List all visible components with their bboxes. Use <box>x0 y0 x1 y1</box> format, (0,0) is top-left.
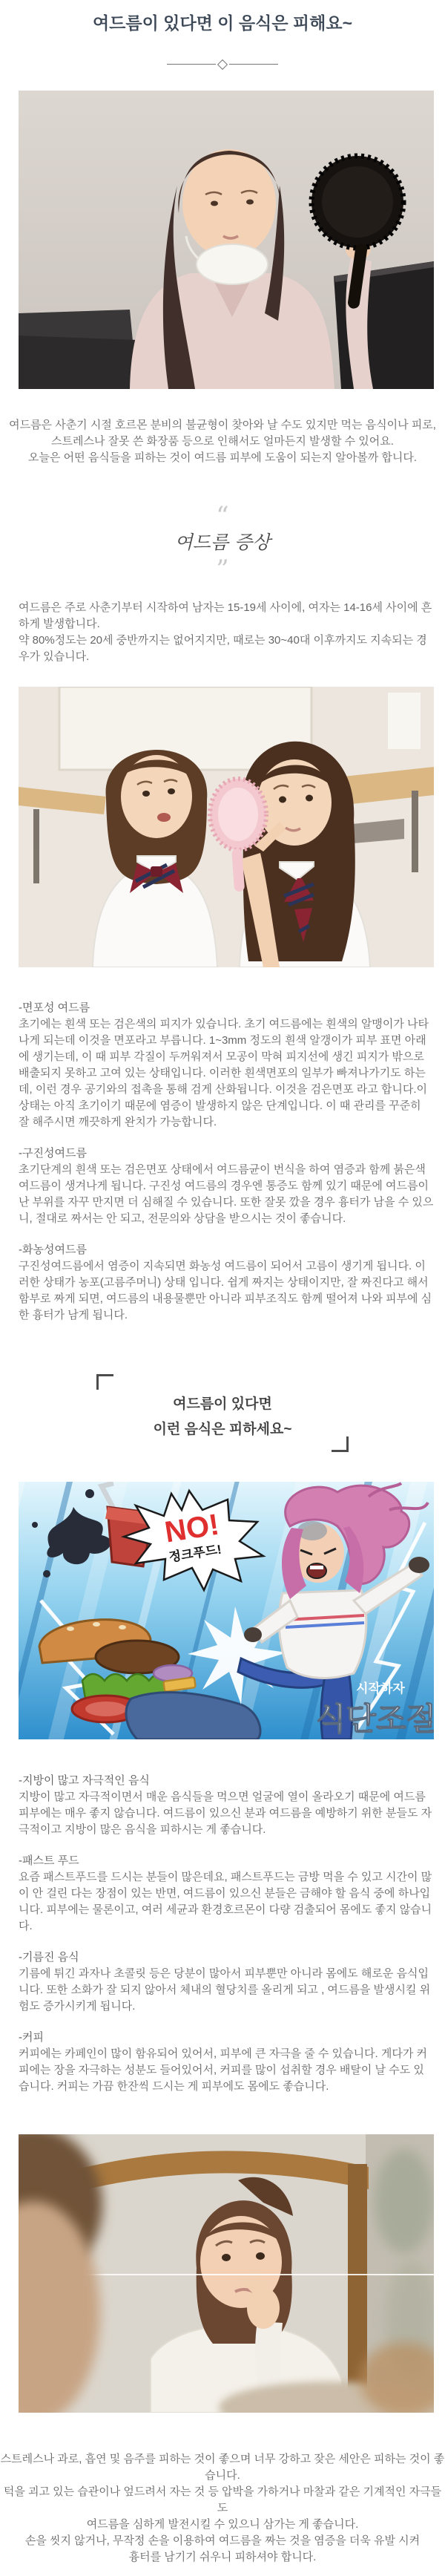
photo-woman-hand-mirror-image <box>19 91 434 389</box>
foods-header-line: 이런 음식은 피하세요~ <box>153 1422 292 1437</box>
photo-two-students <box>19 687 434 967</box>
quote-block <box>0 501 445 584</box>
foods-header-line: 여드름이 있다면 <box>173 1396 272 1412</box>
food-body: 기름에 튀긴 과자나 초콜릿 등은 당분이 많아서 피부뿐만 아니라 몸에도 해로운 음식입니다. 또한 소화가 잘 되지 않아서 체내의 혈당치를 올리게 되고 , 여드름을 발생시킬 위험도 증가시키게 됩니다. <box>19 1967 431 2013</box>
divider-line <box>229 64 278 65</box>
foods-section-header <box>89 1374 356 1452</box>
food-body: 지방이 많고 자극적이면서 매운 음식들을 먹으면 얼굴에 열이 올라오기 때문에 여드름 피부에는 매우 좋지 않습니다. 여드름이 있으신 분과 여드름을 예방하기 위한 분들도 자극적이고 지방이 많은 음식을 피하시는 게 좋습니다. <box>19 1791 432 1836</box>
foods-to-avoid <box>19 1773 434 2095</box>
outro-line: 여드름을 심하게 발전시킬 수 있으니 삼가는 게 좋습니다. <box>86 2518 359 2531</box>
outro-line: 흉터를 남기기 쉬우니 피하셔야 합니다. <box>128 2551 317 2563</box>
photo-mirror-pinch-image <box>19 2134 434 2413</box>
corner-bracket-top-left-icon <box>96 1374 113 1390</box>
intro-line: 스트레스나 잘못 쓴 화장품 등으로 인해서도 얼마든지 발생할 수 있어요. <box>51 435 394 448</box>
acne-type-body: 구진성여드름에서 염증이 지속되면 화농성 여드름이 되어서 고름이 생기게 됩니다. 이러한 상태가 농포(고름주머니) 상태 입니다. 쉽게 짜지는 상태이지만, 잘 짜진다고 해서 함부로 짜게 되면, 여드름의 내용물뿐만 아니라 피부조직도 함께 떨어져 나와 피부에 심한 흉터가 남게 됩니다. <box>19 1260 432 1321</box>
symptoms-intro-line: 약 80%정도는 20세 중반까지는 없어지지만, 때로는 30~40대 이후까지도 지속되는 경우가 있습니다. <box>19 634 427 663</box>
photo-mirror-pinch <box>19 2134 434 2413</box>
outro-line: 턱을 괴고 있는 습관이나 엎드려서 자는 것 등 압박을 가하거나 마찰과 같은 기계적인 자극들도 <box>3 2485 442 2514</box>
intro-line: 오늘은 어떤 음식들을 피하는 것이 여드름 피부에 도움이 되는지 알아볼까 합니다. <box>27 451 417 464</box>
acne-types <box>19 1000 434 1324</box>
quote-text: 여드름 증상 <box>174 532 271 553</box>
open-quote-icon: “ <box>216 501 229 531</box>
bubble-no-text: NO! <box>162 1508 222 1549</box>
food-heading: -커피 <box>19 2031 44 2044</box>
acne-type-block <box>19 1242 434 1324</box>
intro-paragraph <box>0 417 445 466</box>
symptoms-intro-line: 여드름은 주로 사춘기부터 시작하여 남자는 15-19세 사이에, 여자는 14-16세 사이에 흔하게 발생합니다. <box>19 601 432 630</box>
food-block <box>19 1853 434 1935</box>
symptoms-intro <box>19 600 434 665</box>
post-title: 여드름이 있다면 이 음식은 피해요~ <box>92 13 353 33</box>
close-quote-icon: ” <box>216 555 229 584</box>
outro-paragraph <box>0 2451 445 2576</box>
bubble-junkfood-text: 정크푸드! <box>168 1542 222 1565</box>
acne-type-body: 초기에는 흰색 또는 검은색의 피지가 있습니다. 초기 여드름에는 흰색의 알맹이가 나타나게 되는데 이것을 면포라고 부릅니다. 1~3mm 정도의 흰색 알갱이가 피부 표면 아래에 생기는데, 이 때 피부 각질이 두꺼워져서 모공이 막혀 피지선에 생긴 피지가 밖으로 배출되지 못하고 고여 있는 상태입니다. 이러한 흰색면포의 일부가 빠져나가기도 하는데, 이런 경우 공기와의 접촉을 통해 검게 산화됩니다. 이것을 검은면포 라고 합니다.이 상태는 아직 초기이기 때문에 염증이 발생하지 않은 단계입니다. 이 때 관리를 꾸준히 잘 해주시면 깨끗하게 완치가 가능합니다. <box>19 1018 429 1128</box>
food-body: 요즘 패스트푸드를 드시는 분들이 많은데요, 패스트푸드는 금방 먹을 수 있고 시간이 많이 안 걸린 다는 장점이 있는 반면, 여드름이 있으신 분들은 금해야 할 음식 중에 하나입니다. 피부에는 물론이고, 여러 세균과 환경호르몬이 다량 검출되어 몸에도 좋지 않습니다. <box>19 1871 432 1932</box>
food-body: 커피에는 카페인이 많이 함유되어 있어서, 피부에 큰 자극을 줄 수 있습니다. 게다가 커피에는 장을 자극하는 성분도 들어있어서, 커피를 많이 섭취할 경우 배탈이 날 수도 있습니다. 커피는 가끔 한잔씩 드시는 게 피부에도 몸에도 좋습니다. <box>19 2047 428 2093</box>
divider <box>167 59 278 69</box>
food-heading: -기름진 음식 <box>19 1951 79 1964</box>
food-block <box>19 1949 434 2015</box>
food-heading: -패스트 푸드 <box>19 1854 79 1867</box>
cartoon-caption-small: 시작하자 <box>356 1681 405 1696</box>
acne-type-block <box>19 1145 434 1227</box>
food-block <box>19 2030 434 2095</box>
acne-type-heading: -구진성여드름 <box>19 1147 87 1160</box>
acne-type-block <box>19 1000 434 1131</box>
acne-type-heading: -면포성 여드름 <box>19 1001 90 1014</box>
acne-type-body: 초기단계의 흰색 또는 검은면포 상태에서 여드름균이 번식을 하여 염증과 함께 붉은색 여드름이 생겨나게 됩니다. 구진성 여드름의 경우엔 통증도 함께 있기 때문에 여드름이 난 부위를 자꾸 만지면 더 심해질 수 있습니다. 또한 잘못 깠을 경우 흉터가 남을 수 있으니, 절대로 짜서는 안 되고, 전문의와 상담을 받으시는 것이 좋습니다. <box>19 1163 434 1225</box>
cartoon-caption-large: 식단조절 <box>315 1701 434 1736</box>
acne-type-heading: -화농성여드름 <box>19 1243 87 1256</box>
photo-two-students-image <box>19 687 434 967</box>
divider-line <box>167 64 216 65</box>
divider-diamond-icon <box>217 59 228 69</box>
outro-line: 손을 씻지 않거나, 무작정 손을 이용하여 여드름을 짜는 것을 염증을 더욱 유발 시켜 <box>24 2534 421 2547</box>
food-block <box>19 1773 434 1838</box>
food-heading: -지방이 많고 자극적인 음식 <box>19 1774 150 1787</box>
photo-woman-hand-mirror <box>19 91 434 389</box>
cartoon-illustration <box>19 1482 434 1743</box>
cartoon-junkfood-kick-image <box>19 1482 434 1739</box>
outro-line: 스트레스나 과로, 흡연 및 음주를 피하는 것이 좋으며 너무 강하고 잦은 세안은 피하는 것이 좋습니다. <box>0 2453 445 2482</box>
intro-line: 여드름은 사춘기 시절 호르몬 분비의 불균형이 찾아와 날 수도 있지만 먹는 음식이나 피로, <box>9 419 436 431</box>
